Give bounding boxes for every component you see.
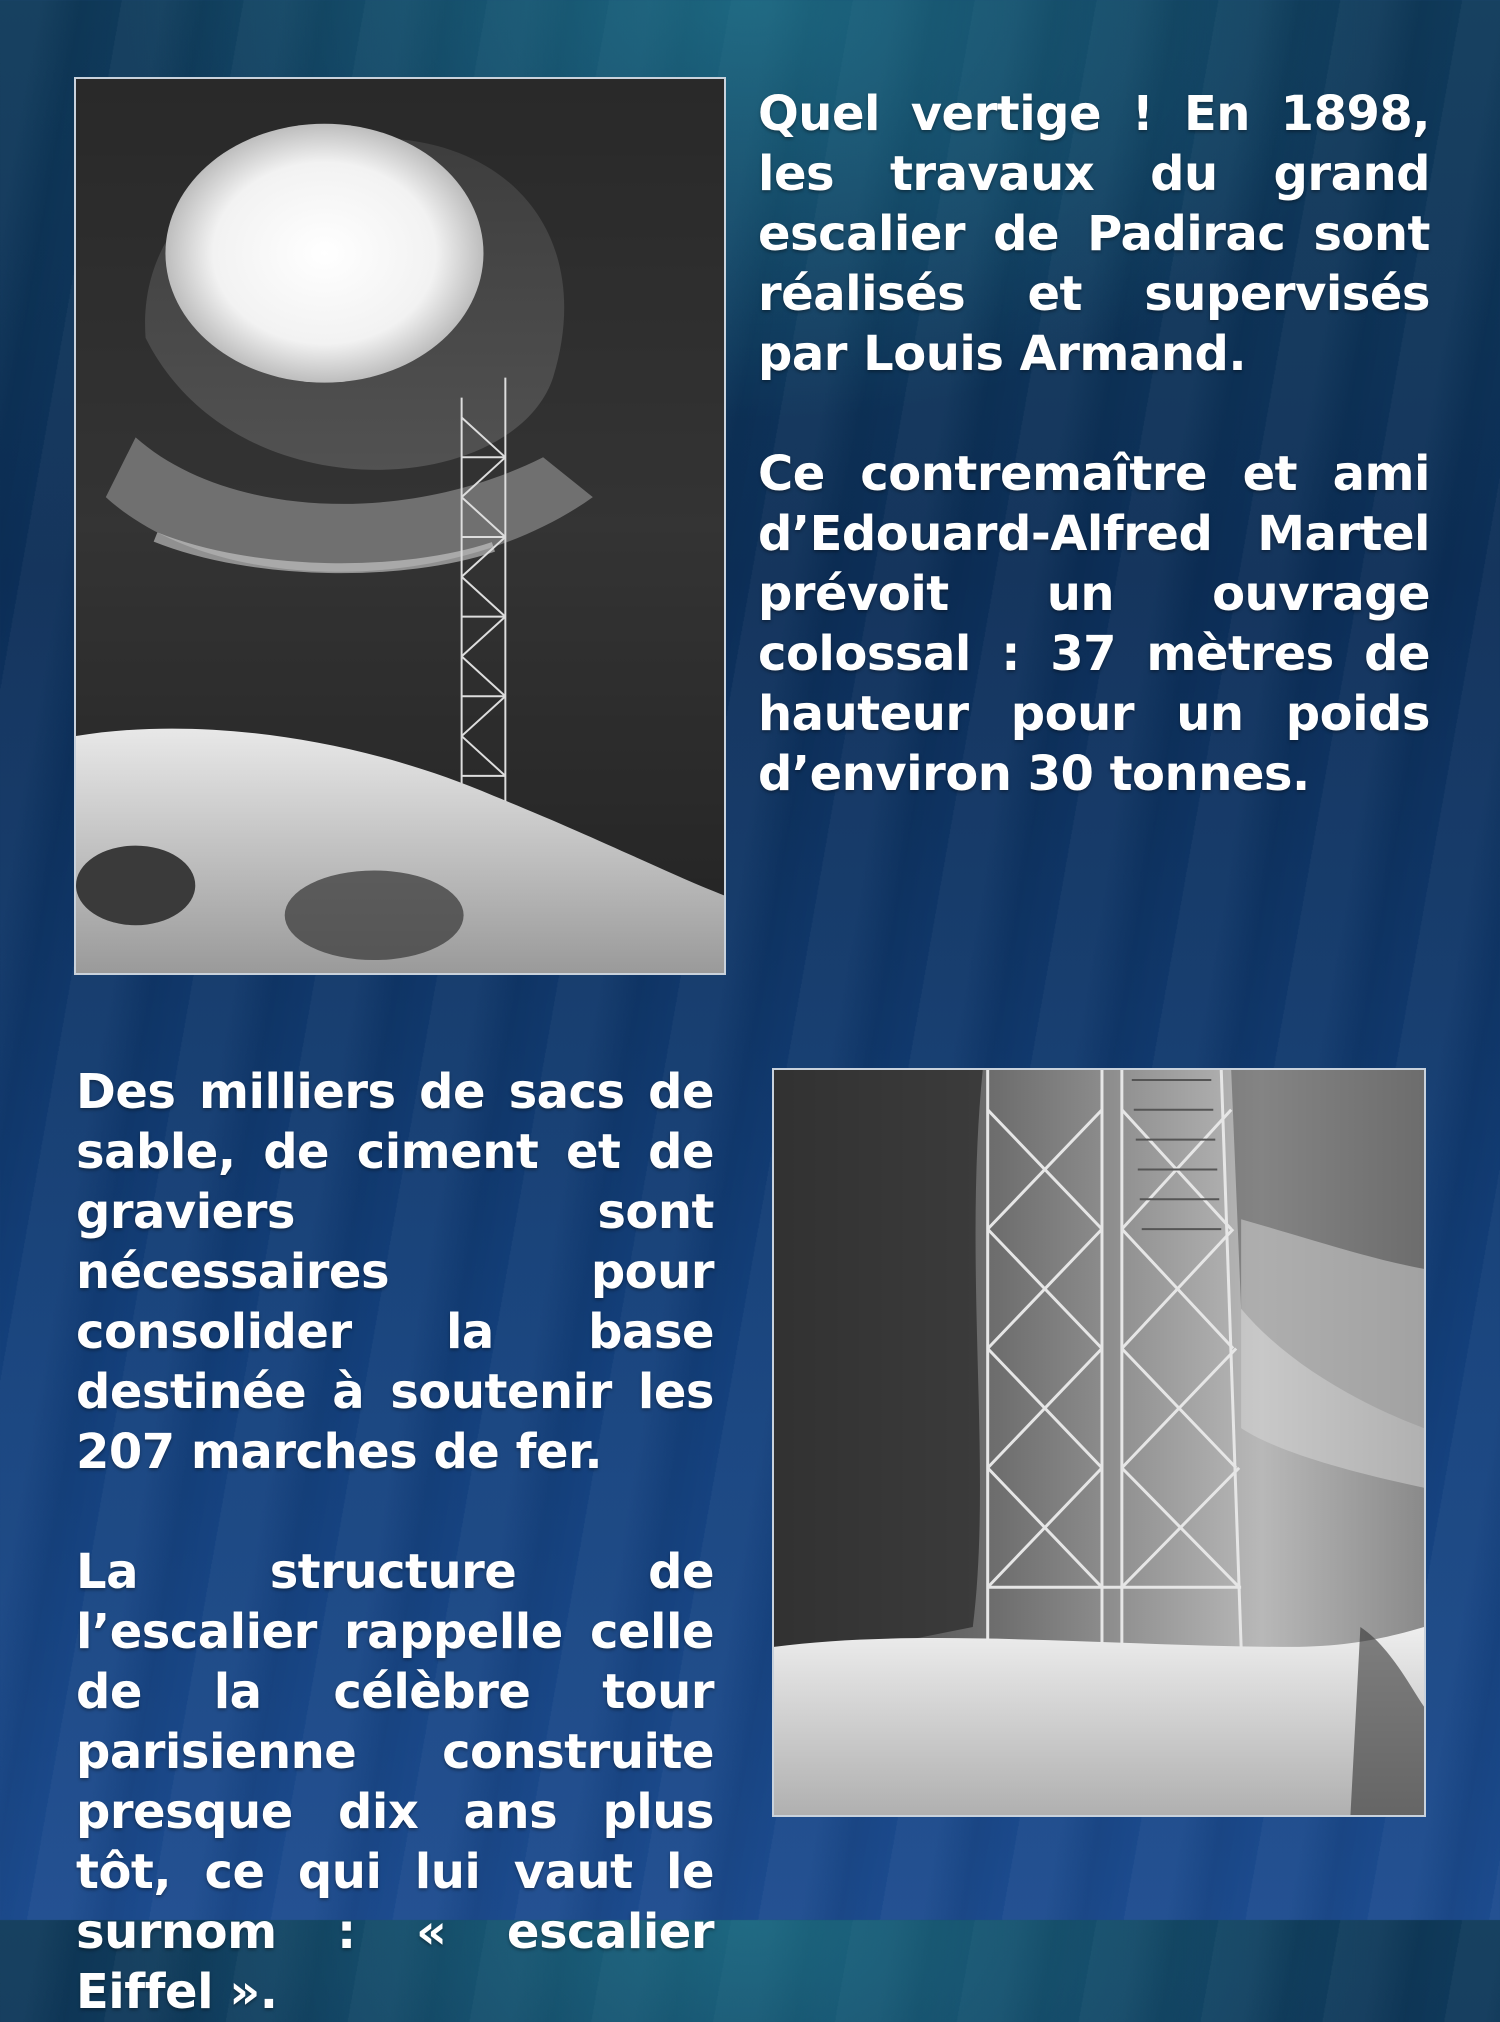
cave-opening-photo <box>74 77 726 975</box>
iron-staircase-photo <box>772 1068 1426 1817</box>
iron-staircase-illustration <box>774 1070 1424 1815</box>
intro-text-block <box>758 84 1430 804</box>
construction-text-block <box>76 1062 714 2022</box>
cave-opening-illustration <box>76 79 724 973</box>
construction-paragraph-2: La structure de l’escalier rappelle celle de la célèbre tour parisienne construite presque dix ans plus tôt, ce qui lui vaut le surnom : « escalier Eiffel ». <box>76 1544 714 2020</box>
construction-paragraph-1: Des milliers de sacs de sable, de ciment et de graviers sont nécessaires pour consolider la base destinée à soutenir les 207 marches de fer. <box>76 1064 714 1480</box>
intro-paragraph-2: Ce contremaître et ami d’Edouard-Alfred Martel prévoit un ouvrage colossal : 37 mètres de hauteur pour un poids d’environ 30 tonnes. <box>758 446 1430 802</box>
intro-paragraph-1: Quel vertige ! En 1898, les travaux du grand escalier de Padirac sont réalisés et supervisés par Louis Armand. <box>758 86 1430 382</box>
